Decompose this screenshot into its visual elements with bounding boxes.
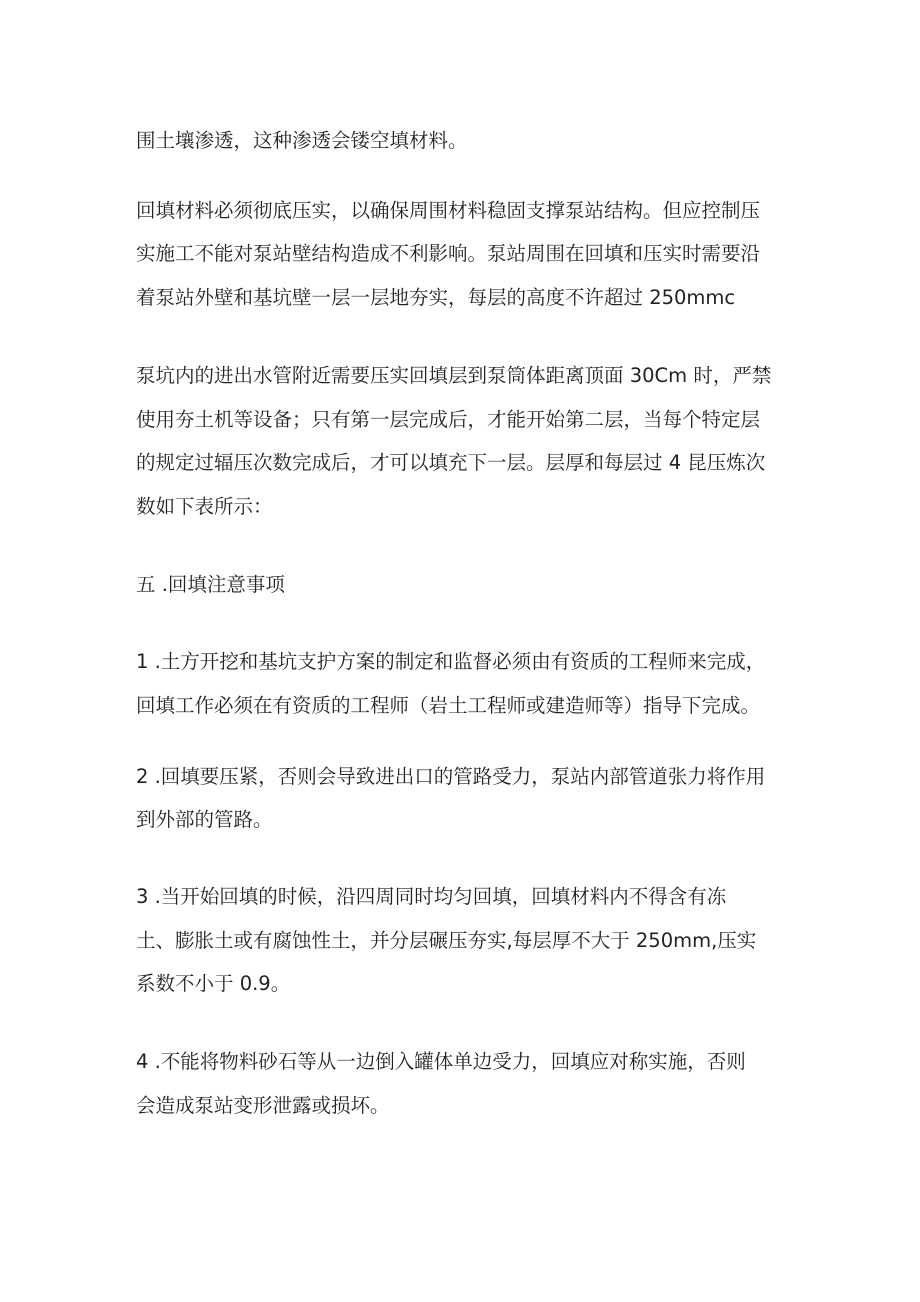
- text-line: 围土壤渗透，这种渗透会镂空填材料。: [136, 129, 468, 152]
- text-line: 回填工作必须在有资质的工程师（岩土工程师或建造师等）指导下完成。: [136, 694, 761, 717]
- text-line: 数如下表所示：: [136, 495, 273, 518]
- section-heading: 五 .回填注意事项: [136, 573, 285, 596]
- text-line: 实施工不能对泵站壁结构造成不利影响。泵站周围在回填和压实时需要沿: [136, 242, 761, 265]
- text-line: 土、膨胀土或有腐蚀性土，并分层碾压夯实,每层厚不大于 250mm,压实: [136, 929, 757, 952]
- text-line: 会造成泵站变形泄露或损坏。: [136, 1094, 390, 1117]
- text-line: 系数不小于 0.9。: [136, 972, 291, 995]
- text-line: 泵坑内的进出水管附近需要压实回填层到泵筒体距离顶面 30Cm 时，严禁: [136, 364, 772, 387]
- text-line: 着泵站外壁和基坑壁一层一层地夯实，每层的高度不许超过 250mmc: [136, 286, 736, 309]
- text-line: 2 .回填要压紧，否则会导致进出口的管路受力，泵站内部管道张力将作用: [136, 765, 766, 788]
- text-line: 使用夯土机等设备；只有第一层完成后，才能开始第二层，当每个特定层: [136, 408, 761, 431]
- text-line: 3 .当开始回填的时候，沿四周同时均匀回填，回填材料内不得含有冻: [136, 885, 727, 908]
- text-line: 到外部的管路。: [136, 808, 273, 831]
- text-line: 4 .不能将物料砂石等从一边倒入罐体单边受力，回填应对称实施，否则: [136, 1050, 746, 1073]
- text-line: 的规定过辐压次数完成后，才可以填充下一层。层厚和每层过 4 昆压炼次: [136, 451, 766, 474]
- text-line: 回填材料必须彻底压实，以确保周围材料稳固支撑泵站结构。但应控制压: [136, 199, 761, 222]
- text-line: 1 .土方开挖和基坑支护方案的制定和监督必须由有资质的工程师来完成，: [136, 650, 766, 673]
